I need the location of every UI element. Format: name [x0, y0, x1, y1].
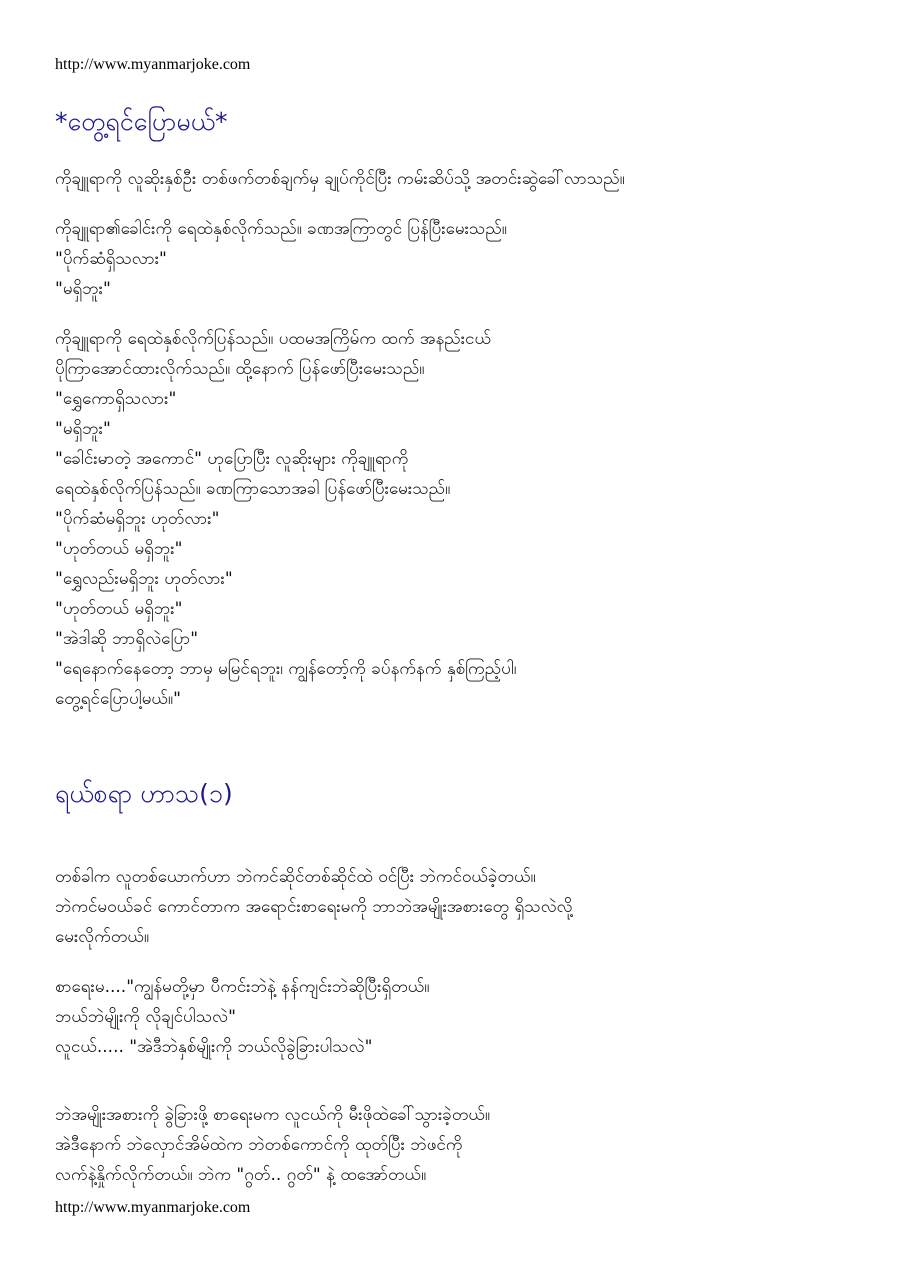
story-line: ရေထဲနှစ်လိုက်ပြန်သည်။ ခဏကြာသောအခါ ပြန်ဖော်ပြီးမေးသည်။ [55, 479, 451, 499]
story-title: ရယ်စရာ ဟာသ(၁) [55, 779, 233, 808]
story-line: "ပိုက်ဆံမရှိဘူး ဟုတ်လား" [55, 509, 220, 529]
story-line: "ရေနောက်နေတော့ ဘာမှ မမြင်ရဘူး၊ ကျွန်တော့်ကို ခပ်နက်နက် နှစ်ကြည့်ပါ၊ [55, 659, 517, 679]
site-url-header: http://www.myanmarjoke.com [55, 56, 251, 73]
story-line: ပိုကြာအောင်ထားလိုက်သည်။ ထို့နောက် ပြန်ဖော်ပြီးမေးသည်။ [55, 359, 425, 379]
story-line: လက်နဲ့နှိုက်လိုက်တယ်။ ဘဲက "ဂွတ်.. ဂွတ်" နဲ့ ထအော်တယ်။ [55, 1165, 427, 1185]
story-line: ဘယ်ဘဲမျိုးကို လိုချင်ပါသလဲ" [55, 1007, 236, 1027]
story-line: လူငယ်..... "အဲဒီဘဲနှစ်မျိုးကို ဘယ်လိုခွဲခြားပါသလဲ" [55, 1037, 373, 1057]
story-line: ကိုချူရာကို ရေထဲနှစ်လိုက်ပြန်သည်။ ပထမအကြိမ်က ထက် အနည်းငယ် [55, 329, 491, 349]
story-line: တွေ့ရင်ပြောပါ့မယ်။" [55, 689, 181, 709]
story-line: "မရှိဘူး" [55, 279, 111, 299]
story-line: ဘဲအမျိုးအစားကို ခွဲခြားဖို့ စာရေးမက လူငယ်ကို မီးဖိုထဲခေါ်သွားခဲ့တယ်။ [55, 1105, 491, 1125]
story-line: "ရွှေလည်းမရှိဘူး ဟုတ်လား" [55, 569, 233, 589]
story-line: ဘဲကင်မဝယ်ခင် ကောင်တာက အရောင်းစာရေးမကို ဘာဘဲအမျိုးအစားတွေ ရှိသလဲလို့ [55, 897, 573, 917]
story-line: မေးလိုက်တယ်။ [55, 927, 150, 947]
story-line: "မရှိဘူး" [55, 419, 111, 439]
story-title: *တွေ့ရင်ပြောမယ်* [55, 107, 228, 136]
story-line: စာရေးမ...."ကျွန်မတို့မှာ ပီကင်းဘဲနဲ့ နန်ကျင်းဘဲဆိုပြီးရှိတယ်။ [55, 977, 430, 997]
story-line: ကိုချူရာကို လူဆိုးနှစ်ဦး တစ်ဖက်တစ်ချက်မှ ချုပ်ကိုင်ပြီး ကမ်းဆိပ်သို့ အတင်းဆွဲခေါ်လာသည်။ [55, 169, 625, 189]
story-line: တစ်ခါက လူတစ်ယောက်ဟာ ဘဲကင်ဆိုင်တစ်ဆိုင်ထဲ ဝင်ပြီး ဘဲကင်ဝယ်ခဲ့တယ်။ [55, 867, 536, 887]
story-line: "ဟုတ်တယ် မရှိဘူး" [55, 539, 183, 559]
story-line: အဲဒီနောက် ဘဲလှောင်အိမ်ထဲက ဘဲတစ်ကောင်ကို ထုတ်ပြီး ဘဲဖင်ကို [55, 1135, 463, 1155]
story-line: "ဟုတ်တယ် မရှိဘူး" [55, 599, 183, 619]
story-line: "ခေါင်းမာတဲ့ အကောင်" ဟုပြောပြီး လူဆိုးများ ကိုချူရာကို [55, 449, 409, 469]
story-line: ကိုချူရာ၏ခေါင်းကို ရေထဲနှစ်လိုက်သည်။ ခဏအကြာတွင် ပြန်ပြီးမေးသည်။ [55, 219, 507, 239]
site-url-footer: http://www.myanmarjoke.com [55, 1199, 251, 1216]
story-line: "ရွှေကောရှိသလား" [55, 389, 177, 409]
story-line: "ပိုက်ဆံရှိသလား" [55, 249, 167, 269]
story-line: "အဲဒါဆို ဘာရှိလဲပြော" [55, 629, 199, 649]
